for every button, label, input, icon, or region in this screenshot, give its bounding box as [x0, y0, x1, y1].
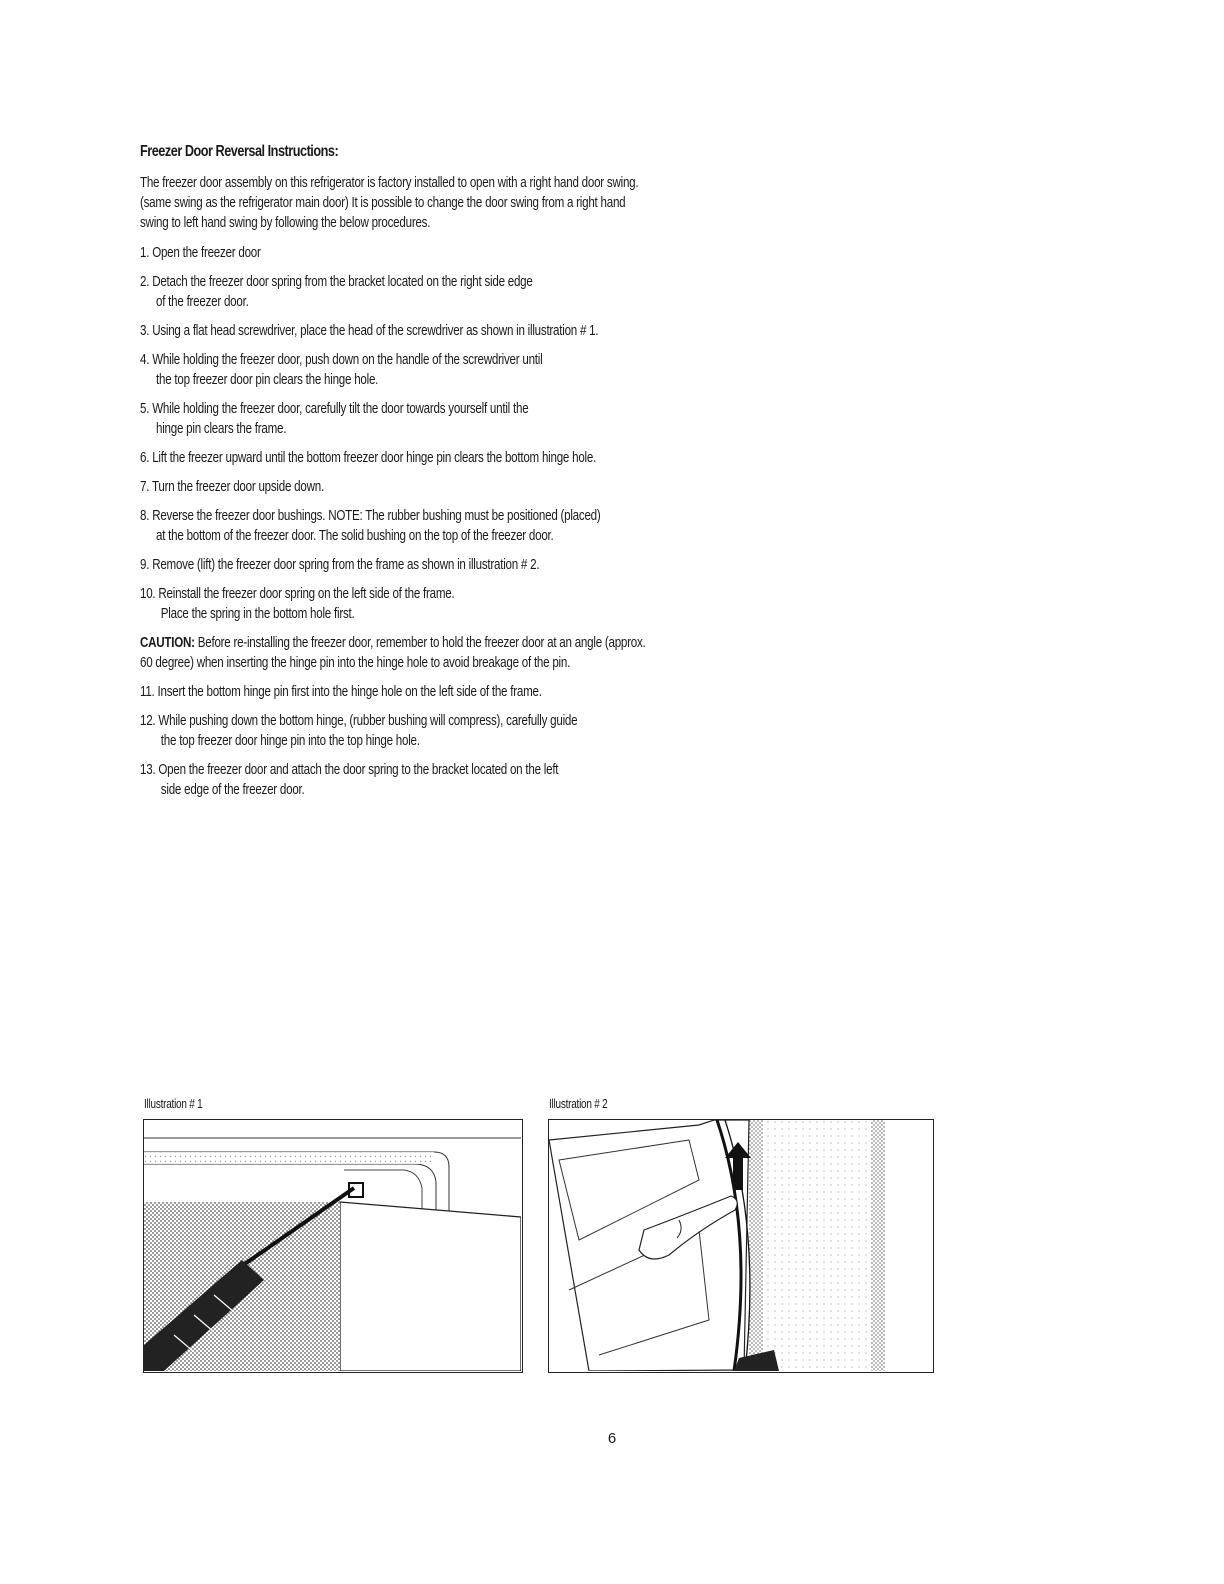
- section-heading: Freezer Door Reversal Instructions:: [140, 143, 339, 160]
- illustration-1: [143, 1119, 523, 1373]
- step-text: Reinstall the freezer door spring on the left side of the frame.: [158, 586, 455, 602]
- step-text-continued: of the freezer door.: [156, 294, 249, 310]
- page-number: 6: [607, 1430, 617, 1447]
- step-number: 8.: [140, 508, 150, 524]
- spring-removal-illustration: [549, 1120, 932, 1371]
- step-text: While pushing down the bottom hinge, (rubber bushing will compress), carefully guide: [158, 713, 578, 729]
- step-13: [140, 760, 652, 800]
- step-text: Insert the bottom hinge pin first into the hinge hole on the left side of the frame.: [157, 684, 542, 700]
- step-number: 6.: [140, 450, 150, 466]
- step-1: [140, 243, 652, 263]
- step-number: 7.: [140, 479, 150, 495]
- step-number: 9.: [140, 557, 150, 573]
- step-text: While holding the freezer door, push down on the handle of the screwdriver until: [152, 352, 543, 368]
- step-text: Using a flat head screwdriver, place the head of the screwdriver as shown in illustration # 1.: [152, 323, 599, 339]
- step-5: [140, 399, 652, 439]
- step-7: [140, 477, 652, 497]
- step-text: Reverse the freezer door bushings. NOTE: The rubber bushing must be positioned (placed): [152, 508, 601, 524]
- step-11: [140, 682, 652, 702]
- step-number: 2.: [140, 274, 150, 290]
- step-number: 11.: [140, 684, 155, 700]
- illustration-2: [548, 1119, 934, 1373]
- step-number: 5.: [140, 401, 150, 417]
- screwdriver-hinge-illustration: [144, 1120, 521, 1371]
- step-text: Remove (lift) the freezer door spring from the frame as shown in illustration # 2.: [152, 557, 540, 573]
- step-text: Open the freezer door: [152, 245, 261, 261]
- step-number: 1.: [140, 245, 150, 261]
- step-text: Detach the freezer door spring from the bracket located on the right side edge: [152, 274, 533, 290]
- step-6: [140, 448, 652, 468]
- step-text-continued: the top freezer door pin clears the hinge hole.: [156, 372, 379, 388]
- step-3: [140, 321, 652, 341]
- step-text-continued: hinge pin clears the frame.: [156, 421, 287, 437]
- step-text-continued: side edge of the freezer door.: [160, 782, 305, 798]
- step-12: [140, 711, 652, 751]
- caution-note: [140, 633, 652, 673]
- step-text: While holding the freezer door, carefully tilt the door towards yourself until the: [152, 401, 529, 417]
- step-text: Lift the freezer upward until the bottom freezer door hinge pin clears the bottom hinge hole.: [152, 450, 597, 466]
- step-number: 13.: [140, 762, 156, 778]
- step-number: 10.: [140, 586, 156, 602]
- step-number: 12.: [140, 713, 156, 729]
- step-text: Turn the freezer door upside down.: [151, 479, 324, 495]
- step-text-continued: the top freezer door hinge pin into the top hinge hole.: [160, 733, 420, 749]
- step-number: 3.: [140, 323, 150, 339]
- step-10: [140, 584, 652, 624]
- illustration-2-label: Illustration # 2: [549, 1097, 608, 1111]
- intro-paragraph: The freezer door assembly on this refrigerator is factory installed to open with a right hand door swing. (same swing as the refrigerator main door) It is possible to change the door swing from a right hand swing to left hand swing by following the below procedures.: [140, 175, 639, 231]
- step-text: Open the freezer door and attach the door spring to the bracket located on the left: [158, 762, 559, 778]
- step-text-continued: at the bottom of the freezer door. The solid bushing on the top of the freezer door.: [156, 528, 554, 544]
- illustration-1-label: Illustration # 1: [144, 1097, 203, 1111]
- step-4: [140, 350, 652, 390]
- step-8: [140, 506, 652, 546]
- step-number: 4.: [140, 352, 150, 368]
- instructions-content: [140, 143, 680, 809]
- caution-text: Before re-installing the freezer door, remember to hold the freezer door at an angle (approx. 60 degree) when inserting the hinge pin into the hinge hole to avoid breakage of the pin.: [140, 635, 646, 671]
- caution-label: CAUTION:: [140, 635, 195, 651]
- step-2: [140, 272, 652, 312]
- step-text-continued: Place the spring in the bottom hole first.: [160, 606, 355, 622]
- step-9: [140, 555, 652, 575]
